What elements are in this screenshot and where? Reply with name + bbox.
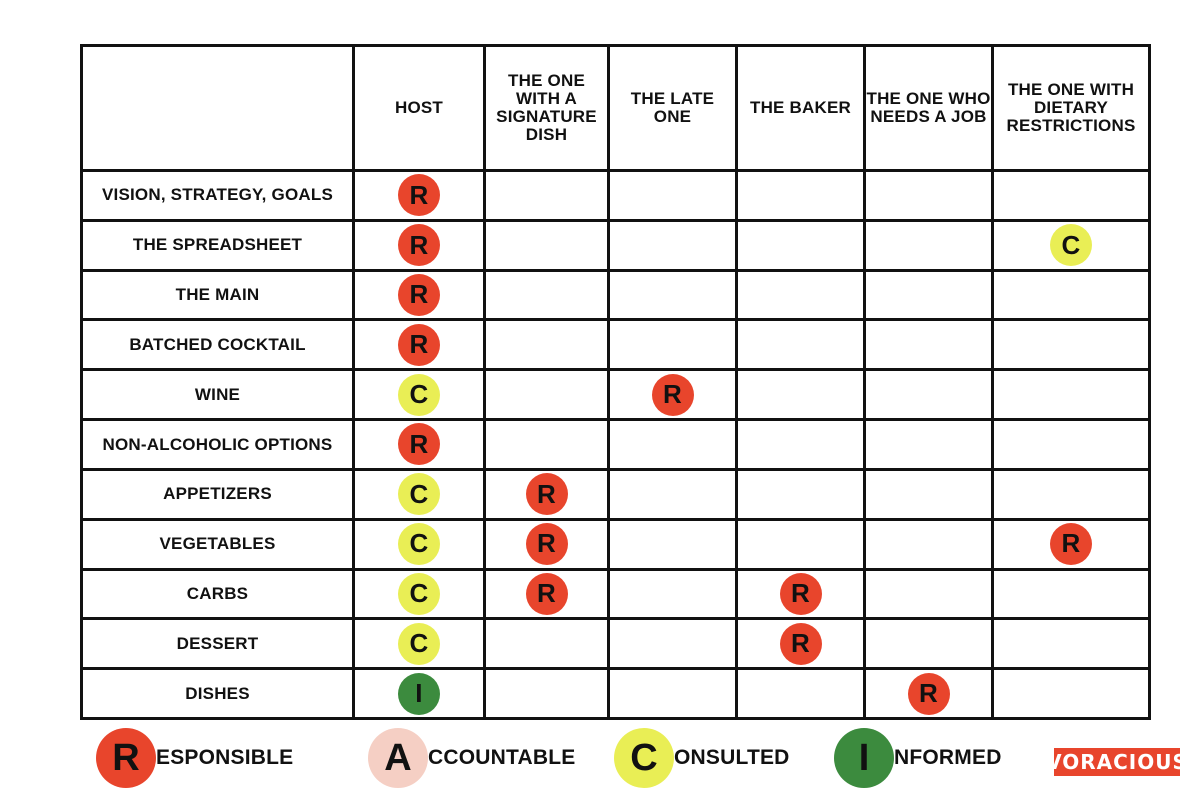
matrix-cell: [865, 469, 993, 519]
matrix-cell: [354, 270, 485, 320]
matrix-cell: [737, 320, 865, 370]
raci-badge-c: C: [398, 623, 440, 665]
raci-badge-r: R: [398, 423, 440, 465]
matrix-cell: [993, 420, 1150, 470]
matrix-cell: [354, 370, 485, 420]
legend-circle-a: A: [368, 728, 428, 788]
matrix-cell: [609, 270, 737, 320]
matrix-cell: [354, 469, 485, 519]
column-header: THE LATE ONE: [609, 46, 737, 171]
legend-label: NFORMED: [894, 746, 1002, 769]
raci-badge-r: R: [1050, 523, 1092, 565]
legend-label: ESPONSIBLE: [156, 746, 294, 769]
matrix-cell: [485, 370, 609, 420]
raci-matrix-table: [80, 44, 1151, 720]
table-row: [82, 320, 1150, 370]
task-label: VEGETABLES: [82, 519, 354, 569]
matrix-cell: [485, 320, 609, 370]
matrix-cell: [485, 420, 609, 470]
matrix-cell: [609, 469, 737, 519]
raci-badge-c: C: [398, 573, 440, 615]
legend: [96, 728, 1096, 790]
matrix-cell: [993, 320, 1150, 370]
matrix-cell: [609, 171, 737, 221]
header-row: [82, 46, 1150, 171]
matrix-cell: [865, 320, 993, 370]
matrix-cell: [485, 569, 609, 619]
raci-badge-c: C: [398, 523, 440, 565]
matrix-cell: [737, 569, 865, 619]
matrix-cell: [609, 370, 737, 420]
table-row: [82, 420, 1150, 470]
matrix-cell: [485, 669, 609, 719]
table-row: [82, 619, 1150, 669]
matrix-cell: [865, 669, 993, 719]
legend-label: CCOUNTABLE: [428, 746, 576, 769]
corner-cell: [82, 46, 354, 171]
matrix-cell: [609, 619, 737, 669]
legend-circle-r: R: [96, 728, 156, 788]
raci-badge-c: C: [398, 374, 440, 416]
raci-badge-r: R: [780, 623, 822, 665]
matrix-cell: [609, 320, 737, 370]
raci-badge-r: R: [398, 274, 440, 316]
matrix-cell: [609, 669, 737, 719]
matrix-cell: [485, 171, 609, 221]
task-label: THE MAIN: [82, 270, 354, 320]
matrix-cell: [354, 619, 485, 669]
task-label: THE SPREADSHEET: [82, 220, 354, 270]
raci-badge-i: I: [398, 673, 440, 715]
matrix-cell: [485, 220, 609, 270]
matrix-cell: [993, 569, 1150, 619]
raci-badge-r: R: [526, 473, 568, 515]
table-row: [82, 519, 1150, 569]
matrix-body: [82, 171, 1150, 719]
matrix-cell: [993, 469, 1150, 519]
matrix-cell: [865, 569, 993, 619]
raci-badge-r: R: [398, 224, 440, 266]
matrix-cell: [354, 519, 485, 569]
matrix-cell: [354, 569, 485, 619]
matrix-cell: [354, 220, 485, 270]
matrix-cell: [993, 270, 1150, 320]
matrix-cell: [993, 370, 1150, 420]
matrix-cell: [485, 469, 609, 519]
matrix-cell: [737, 619, 865, 669]
matrix-cell: [354, 320, 485, 370]
legend-circle-i: I: [834, 728, 894, 788]
matrix-cell: [865, 420, 993, 470]
raci-badge-r: R: [526, 523, 568, 565]
matrix-cell: [737, 469, 865, 519]
matrix-cell: [485, 519, 609, 569]
brand-logo: VORACIOUS: [1046, 750, 1188, 774]
legend-item-consulted: [614, 728, 790, 788]
task-label: DISHES: [82, 669, 354, 719]
raci-badge-c: C: [398, 473, 440, 515]
matrix-cell: [993, 669, 1150, 719]
matrix-cell: [993, 619, 1150, 669]
task-label: NON-ALCOHOLIC OPTIONS: [82, 420, 354, 470]
task-label: WINE: [82, 370, 354, 420]
raci-badge-r: R: [908, 673, 950, 715]
matrix-cell: [737, 669, 865, 719]
column-header: THE ONE WITH A SIGNATURE DISH: [485, 46, 609, 171]
table-row: [82, 669, 1150, 719]
raci-badge-r: R: [652, 374, 694, 416]
task-label: APPETIZERS: [82, 469, 354, 519]
matrix-cell: [354, 171, 485, 221]
task-label: DESSERT: [82, 619, 354, 669]
matrix-cell: [865, 519, 993, 569]
matrix-cell: [485, 619, 609, 669]
legend-item-accountable: [368, 728, 575, 788]
column-header: THE ONE WITH DIETARY RESTRICTIONS: [993, 46, 1150, 171]
raci-badge-r: R: [526, 573, 568, 615]
matrix-cell: [737, 519, 865, 569]
table-row: [82, 220, 1150, 270]
matrix-cell: [354, 420, 485, 470]
matrix-cell: [865, 220, 993, 270]
matrix-cell: [737, 420, 865, 470]
table-row: [82, 270, 1150, 320]
task-label: BATCHED COCKTAIL: [82, 320, 354, 370]
matrix-cell: [865, 171, 993, 221]
matrix-cell: [993, 171, 1150, 221]
legend-circle-c: C: [614, 728, 674, 788]
matrix-cell: [609, 420, 737, 470]
column-header: HOST: [354, 46, 485, 171]
legend-item-informed: [834, 728, 1002, 788]
matrix-cell: [609, 519, 737, 569]
matrix-cell: [354, 669, 485, 719]
raci-badge-r: R: [398, 324, 440, 366]
table-row: [82, 469, 1150, 519]
raci-badge-c: C: [1050, 224, 1092, 266]
table-row: [82, 171, 1150, 221]
column-header: THE BAKER: [737, 46, 865, 171]
matrix-cell: [993, 519, 1150, 569]
column-header: THE ONE WHO NEEDS A JOB: [865, 46, 993, 171]
matrix-cell: [609, 220, 737, 270]
task-label: VISION, STRATEGY, GOALS: [82, 171, 354, 221]
matrix-cell: [865, 619, 993, 669]
raci-badge-r: R: [780, 573, 822, 615]
table-row: [82, 370, 1150, 420]
matrix-cell: [737, 220, 865, 270]
matrix-cell: [485, 270, 609, 320]
matrix-cell: [737, 171, 865, 221]
task-label: CARBS: [82, 569, 354, 619]
matrix-cell: [865, 370, 993, 420]
legend-item-responsible: [96, 728, 293, 788]
table-row: [82, 569, 1150, 619]
matrix-cell: [737, 370, 865, 420]
matrix-cell: [865, 270, 993, 320]
legend-label: ONSULTED: [674, 746, 790, 769]
matrix-cell: [609, 569, 737, 619]
raci-badge-r: R: [398, 174, 440, 216]
matrix-cell: [737, 270, 865, 320]
matrix-cell: [993, 220, 1150, 270]
